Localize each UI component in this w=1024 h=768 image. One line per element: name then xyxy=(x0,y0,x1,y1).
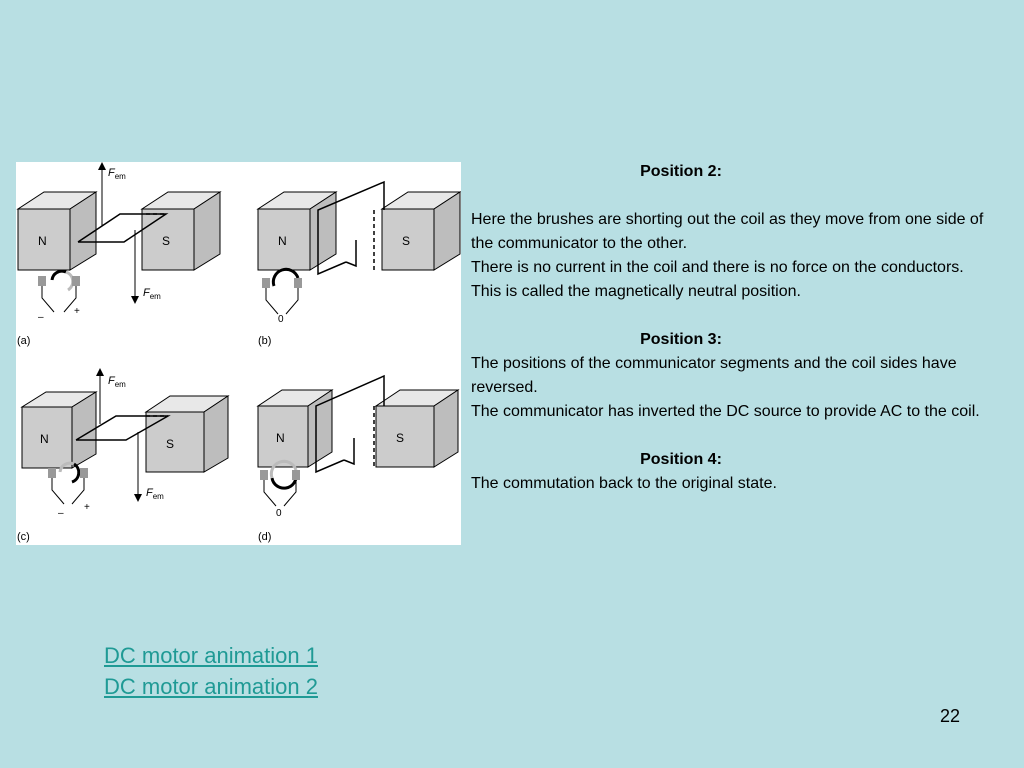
svg-text:0: 0 xyxy=(278,314,284,325)
position2-line1: Here the brushes are shorting out the coil as they move from one side of the communicator to the other. xyxy=(471,211,984,252)
animation-links xyxy=(104,640,318,702)
svg-text:–: – xyxy=(58,508,64,519)
svg-text:–: – xyxy=(38,312,44,323)
position3-line1: The positions of the communicator segments and the coil sides have reversed. xyxy=(471,355,957,396)
position2-line2: There is no current in the coil and there is no force on the conductors. xyxy=(471,259,964,276)
panel-d xyxy=(258,376,458,543)
svg-text:Fem: $F_{em}$ xyxy=(143,287,161,301)
position2-line3: This is called the magnetically neutral position. xyxy=(471,283,801,300)
slide-body-text xyxy=(471,160,991,496)
south-pole-label: S xyxy=(402,234,411,248)
panel-a xyxy=(17,166,220,347)
svg-text:+: + xyxy=(84,502,90,513)
position3-heading: Position 3: xyxy=(640,331,722,348)
dc-motor-animation-1-link[interactable]: DC motor animation 1 xyxy=(104,643,318,668)
panel-c xyxy=(17,372,228,543)
dc-motor-animation-2-link[interactable]: DC motor animation 2 xyxy=(104,674,318,699)
panel-c-label: (c) xyxy=(17,531,30,543)
panel-d-label: (d) xyxy=(258,531,272,543)
position2-heading: Position 2: xyxy=(640,163,722,180)
svg-text:Fem: $F_{em}$ xyxy=(108,375,126,389)
svg-text:+: + xyxy=(74,306,80,317)
position3-line2: The communicator has inverted the DC source to provide AC to the coil. xyxy=(471,403,980,420)
south-pole-label: S xyxy=(396,431,405,445)
north-pole-label: N xyxy=(38,234,47,248)
svg-text:Fem: $F_{em}$ xyxy=(108,167,126,181)
panel-b xyxy=(258,182,460,347)
position4-line1: The commutation back to the original state. xyxy=(471,475,777,492)
south-pole-label: S xyxy=(166,437,175,451)
north-pole-label: N xyxy=(278,234,287,248)
north-pole-label: N xyxy=(40,432,49,446)
south-pole-label: S xyxy=(162,234,171,248)
slide-number: 22 xyxy=(940,706,961,726)
svg-text:Fem: $F_{em}$ xyxy=(146,487,164,501)
panel-b-label: (b) xyxy=(258,335,272,347)
panel-a-label: (a) xyxy=(17,335,31,347)
position4-heading: Position 4: xyxy=(640,451,722,468)
north-pole-label: N xyxy=(276,431,285,445)
svg-text:0: 0 xyxy=(276,508,282,519)
dc-motor-commutation-figure xyxy=(16,162,461,545)
